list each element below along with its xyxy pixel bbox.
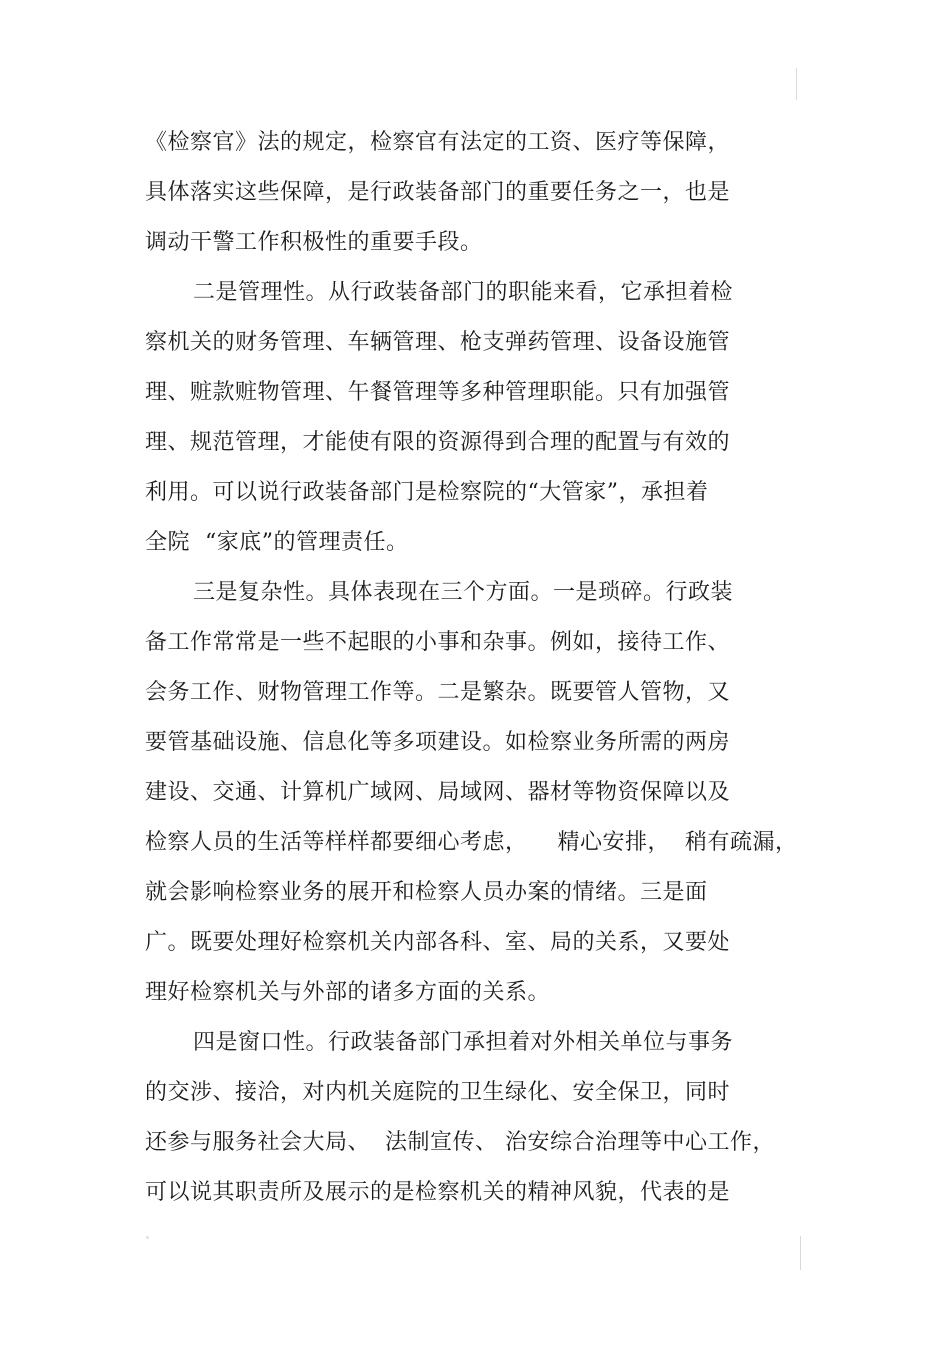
page-edge-mark-top — [796, 68, 797, 100]
text-line-2: 具体落实这些保障，是行政装备部门的重要任务之一，也是 — [145, 180, 731, 205]
paragraph-start-management: 二是管理性。从行政装备部门的职能来看，它承担着检 — [193, 280, 734, 305]
text-line-17: 广。既要处理好检察机关内部各科、室、局的关系，又要处 — [145, 930, 731, 955]
text-line-5: 察机关的财务管理、车辆管理、枪支弹药管理、设备设施管 — [145, 330, 731, 355]
paragraph-start-window: 四是窗口性。行政装备部门承担着对外相关单位与事务 — [193, 1030, 734, 1055]
text-line-8: 利用。可以说行政装备部门是检察院的“大管家”，承担着 — [145, 480, 709, 505]
text-line-11: 备工作常常是一些不起眼的小事和杂事。例如，接待工作、 — [145, 630, 731, 655]
text-line-16: 就会影响检察业务的展开和检察人员办案的情绪。三是面 — [145, 880, 708, 905]
page-corner-mark — [146, 1236, 149, 1239]
page-edge-mark-bottom — [800, 1236, 801, 1270]
text-line-7: 理、规范管理，才能使有限的资源得到合理的配置与有效的 — [145, 430, 731, 455]
text-line-21: 还参与服务社会大局、 法制宣传、 治安综合治理等中心工作， — [145, 1130, 775, 1155]
text-line-12: 会务工作、财物管理工作等。二是繁杂。既要管人管物，又 — [145, 680, 731, 705]
text-line-1: 《检察官》法的规定，检察官有法定的工资、医疗等保障， — [145, 130, 731, 155]
text-line-18: 理好检察机关与外部的诸多方面的关系。 — [145, 980, 551, 1005]
text-line-6: 理、赃款赃物管理、午餐管理等多种管理职能。只有加强管 — [145, 380, 731, 405]
text-line-13: 要管基础设施、信息化等多项建设。如检察业务所需的两房 — [145, 730, 731, 755]
text-line-9: 全院 “家底”的管理责任。 — [145, 530, 409, 555]
text-line-22: 可以说其职责所及展示的是检察机关的精神风貌，代表的是 — [145, 1180, 731, 1205]
text-line-3: 调动干警工作积极性的重要手段。 — [145, 230, 483, 255]
text-line-14: 建设、交通、计算机广域网、局域网、器材等物资保障以及 — [145, 780, 731, 805]
paragraph-start-complexity: 三是复杂性。具体表现在三个方面。一是琐碎。行政装 — [193, 580, 734, 605]
text-line-20: 的交涉、接洽，对内机关庭院的卫生绿化、安全保卫，同时 — [145, 1080, 731, 1105]
text-line-15: 检察人员的生活等样样都要细心考虑， 精心安排， 稍有疏漏， — [145, 830, 798, 855]
